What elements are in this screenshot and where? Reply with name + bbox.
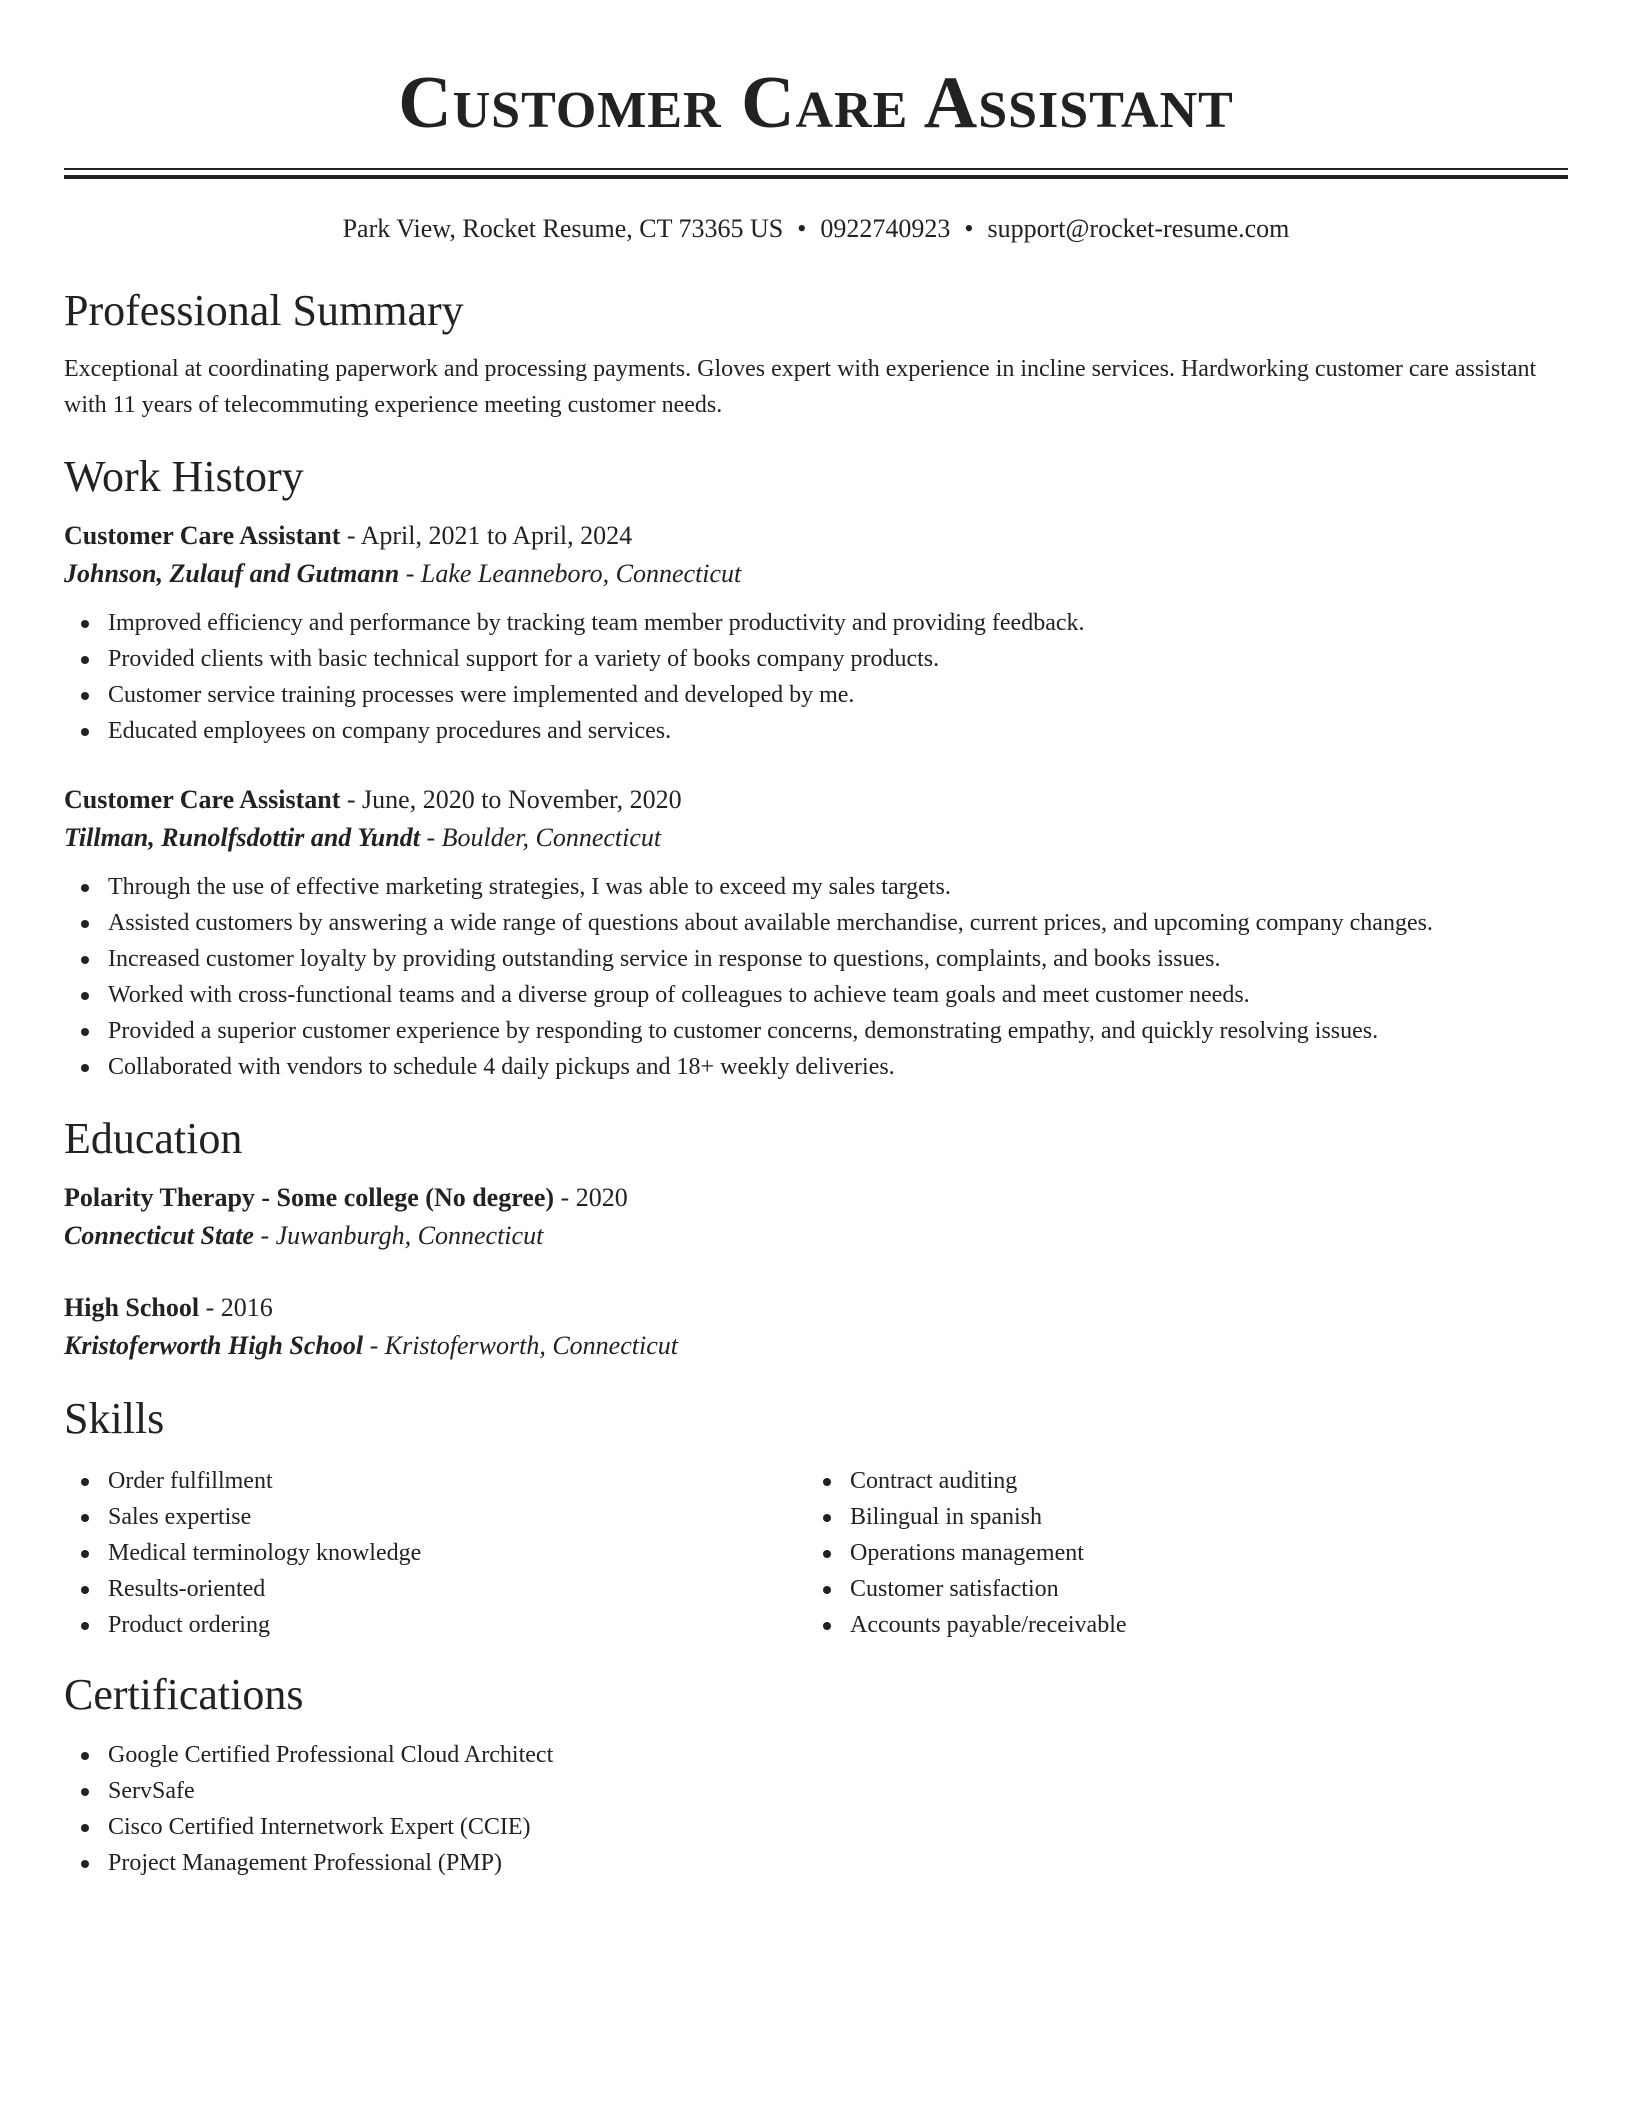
header-rule-thin: [64, 168, 1568, 170]
job-location: - Lake Leanneboro, Connecticut: [399, 559, 742, 588]
list-item: Project Management Professional (PMP): [108, 1845, 1568, 1881]
list-item: Results-oriented: [108, 1571, 806, 1607]
list-item: Sales expertise: [108, 1499, 806, 1535]
skills-list-left: [64, 1463, 806, 1643]
education-year: - 2020: [554, 1183, 628, 1212]
contact-phone: 0922740923: [820, 214, 951, 243]
job-dates: - April, 2021 to April, 2024: [340, 521, 633, 550]
candidate-name: Customer Care Assistant: [398, 62, 1234, 144]
skills-list-right: [806, 1463, 1548, 1643]
section-title-certifications: Certifications: [64, 1670, 304, 1719]
education-school-line: [64, 1327, 1568, 1365]
education-degree: High School: [64, 1293, 200, 1322]
contact-address: Park View, Rocket Resume, CT 73365 US: [342, 214, 784, 243]
job-title-line: [64, 781, 1568, 819]
list-item: Google Certified Professional Cloud Architect: [108, 1737, 1568, 1773]
job-role: Customer Care Assistant: [64, 521, 341, 550]
summary-text: Exceptional at coordinating paperwork and processing payments. Gloves expert with experience in incline services. Hardworking customer care assistant with 11 years of telecommuting experience meeting customer needs.: [64, 356, 1537, 418]
job-company: Tillman, Runolfsdottir and Yundt: [64, 823, 420, 852]
education-degree-line: [64, 1179, 1568, 1217]
education-location: - Kristoferworth, Connecticut: [363, 1331, 678, 1360]
separator-dot: •: [964, 214, 974, 243]
list-item: Educated employees on company procedures and services.: [108, 713, 1568, 749]
list-item: Product ordering: [108, 1607, 806, 1643]
list-item: Order fulfillment: [108, 1463, 806, 1499]
section-title-skills: Skills: [64, 1394, 165, 1443]
job-entry: [64, 781, 1568, 1085]
list-item: Contract auditing: [850, 1463, 1548, 1499]
education-degree: Polarity Therapy - Some college (No degree): [64, 1183, 555, 1212]
separator-dot: •: [797, 214, 807, 243]
list-item: Customer service training processes were implemented and developed by me.: [108, 677, 1568, 713]
header-rule-thick: [64, 175, 1568, 179]
list-item: Provided a superior customer experience by responding to customer concerns, demonstrating empathy, and quickly resolving issues.: [108, 1013, 1568, 1049]
contact-line: [64, 213, 1568, 245]
education-entry: [64, 1179, 1568, 1255]
list-item: Through the use of effective marketing strategies, I was able to exceed my sales targets.: [108, 869, 1568, 905]
job-title-line: [64, 517, 1568, 555]
job-company-line: [64, 819, 1568, 857]
education-school: Kristoferworth High School: [64, 1331, 364, 1360]
list-item: Improved efficiency and performance by tracking team member productivity and providing feedback.: [108, 605, 1568, 641]
certifications-list: [64, 1737, 1568, 1881]
section-title-education: Education: [64, 1114, 243, 1163]
job-bullets: [64, 869, 1568, 1085]
list-item: Medical terminology knowledge: [108, 1535, 806, 1571]
skills-column-left: [64, 1463, 806, 1643]
list-item: ServSafe: [108, 1773, 1568, 1809]
skills-column-right: [806, 1463, 1548, 1643]
list-item: Assisted customers by answering a wide range of questions about available merchandise, current prices, and upcoming company changes.: [108, 905, 1568, 941]
job-company-line: [64, 555, 1568, 593]
list-item: Bilingual in spanish: [850, 1499, 1548, 1535]
job-dates: - June, 2020 to November, 2020: [340, 785, 682, 814]
list-item: Customer satisfaction: [850, 1571, 1548, 1607]
job-role: Customer Care Assistant: [64, 785, 341, 814]
job-location: - Boulder, Connecticut: [419, 823, 662, 852]
list-item: Worked with cross-functional teams and a diverse group of colleagues to achieve team goals and meet customer needs.: [108, 977, 1568, 1013]
list-item: Increased customer loyalty by providing outstanding service in response to questions, complaints, and books issues.: [108, 941, 1568, 977]
resume-page: [64, 0, 1568, 1881]
list-item: Provided clients with basic technical support for a variety of books company products.: [108, 641, 1568, 677]
contact-email: support@rocket-resume.com: [987, 214, 1290, 243]
education-entry: [64, 1289, 1568, 1365]
job-company: Johnson, Zulauf and Gutmann: [64, 559, 400, 588]
list-item: Cisco Certified Internetwork Expert (CCIE): [108, 1809, 1568, 1845]
list-item: Operations management: [850, 1535, 1548, 1571]
education-location: - Juwanburgh, Connecticut: [253, 1221, 544, 1250]
job-bullets: [64, 605, 1568, 749]
job-entry: [64, 517, 1568, 749]
list-item: Collaborated with vendors to schedule 4 daily pickups and 18+ weekly deliveries.: [108, 1049, 1568, 1085]
skills-grid: [64, 1463, 1568, 1643]
education-year: - 2016: [199, 1293, 273, 1322]
section-title-summary: Professional Summary: [64, 286, 464, 335]
education-school-line: [64, 1217, 1568, 1255]
education-degree-line: [64, 1289, 1568, 1327]
section-title-work-history: Work History: [64, 452, 304, 501]
list-item: Accounts payable/receivable: [850, 1607, 1548, 1643]
education-school: Connecticut State: [64, 1221, 254, 1250]
